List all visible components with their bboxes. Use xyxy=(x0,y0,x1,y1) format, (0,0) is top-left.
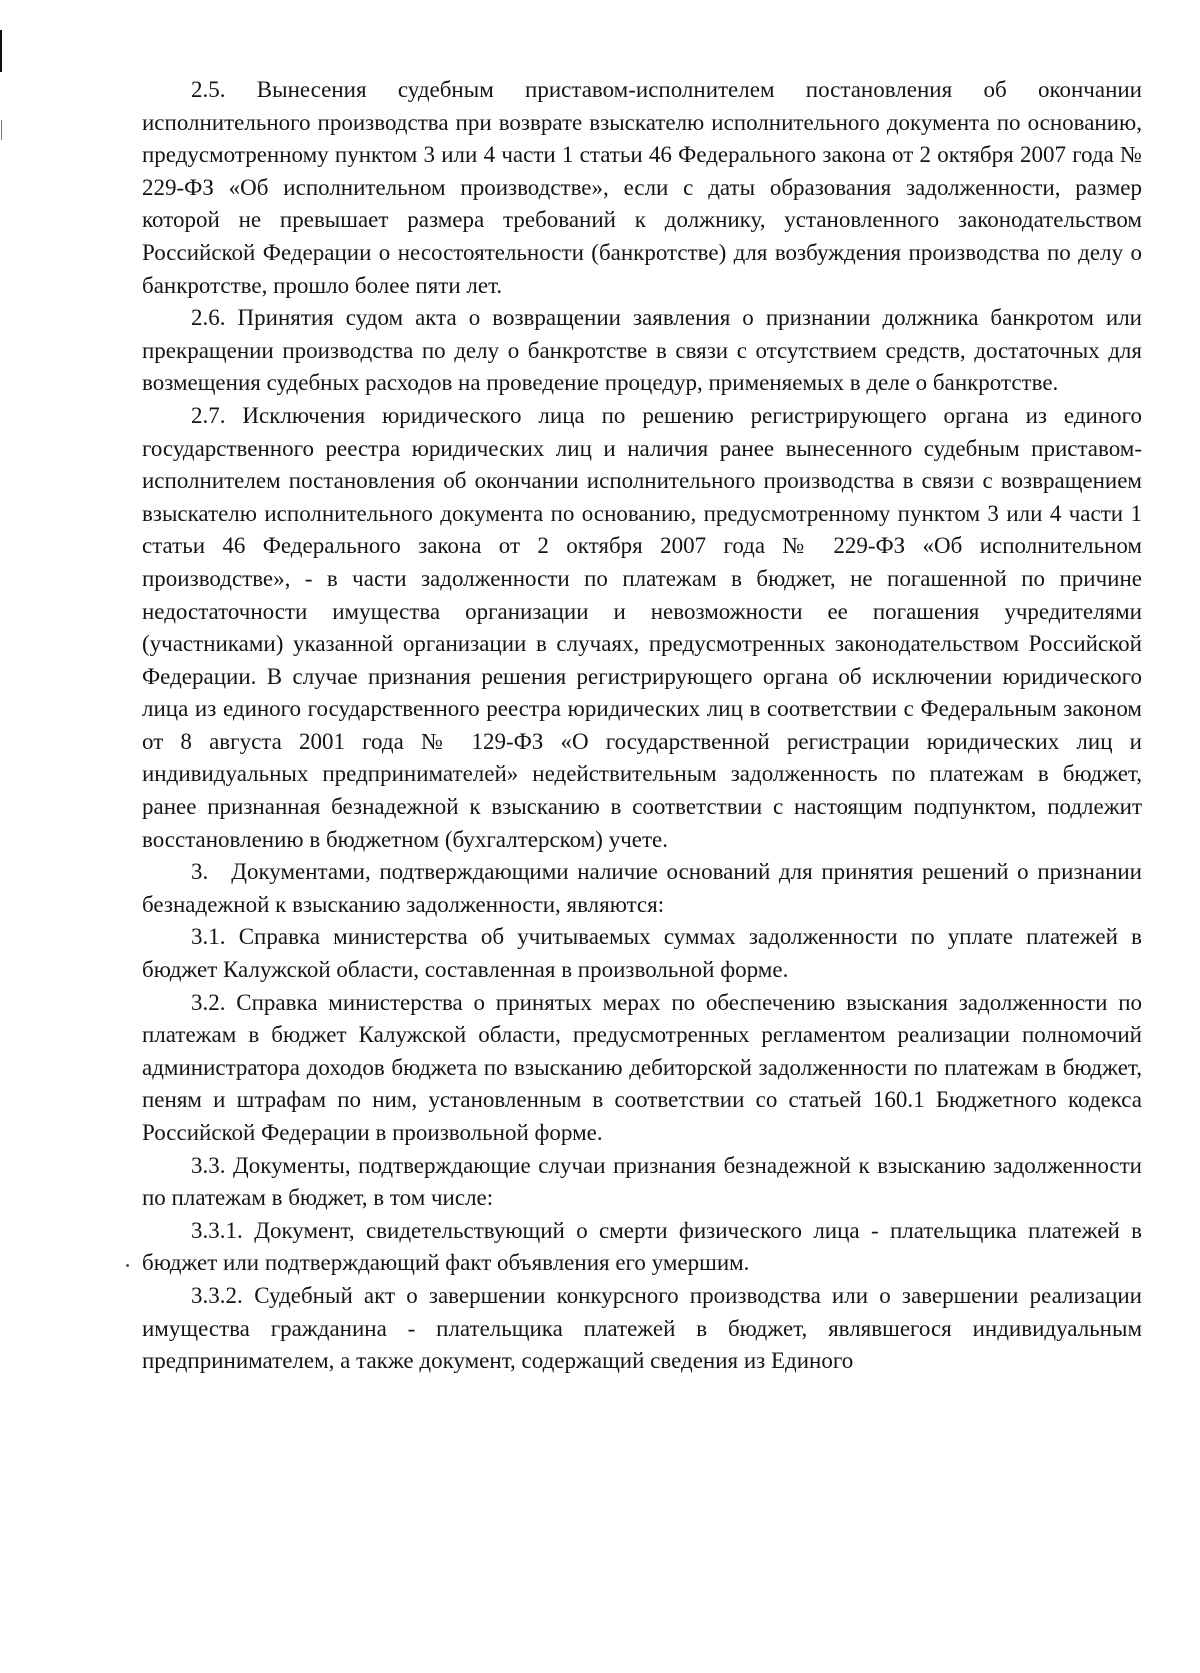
paragraph-2-5: 2.5. Вынесения судебным приставом-исполнителем постановления об окончании исполнительного производства при возврате взыскателю исполнительного документа по основанию, предусмотренному пунктом 3 или 4 части 1 статьи 46 Федерального закона от 2 октября 2007 года № 229-ФЗ «Об исполнительном производстве», если с даты образования задолженности, размер которой не превышает размера требований к должнику, установленного законодательством Российской Федерации о несостоятельности (банкротстве) для возбуждения производства по делу о банкротстве, прошло более пяти лет. xyxy=(142,77,1142,298)
paragraph-3-2: 3.2. Справка министерства о принятых мерах по обеспечению взыскания задолженности по платежам в бюджет Калужской области, предусмотренных регламентом реализации полномочий администратора доходов бюджета по взысканию дебиторской задолженности по платежам в бюджет, пеням и штрафам по ним, установленным в соответствии со статьей 160.1 Бюджетного кодекса Российской Федерации в произвольной форме. xyxy=(142,989,1142,1145)
paragraph-3: 3. Документами, подтверждающими наличие оснований для принятия решений о признании безнадежной к взысканию задолженности, являются: xyxy=(142,859,1142,917)
scan-artifact-dot xyxy=(126,1264,129,1267)
paragraph-3-3-1: 3.3.1. Документ, свидетельствующий о смерти физического лица - плательщика платежей в бюджет или подтверждающий факт объявления его умершим. xyxy=(142,1217,1142,1276)
paragraph-3-1: 3.1. Справка министерства об учитываемых суммах задолженности по уплате платежей в бюджет Калужской области, составленная в произвольной форме. xyxy=(142,924,1142,983)
paragraph-2-6: 2.6. Принятия судом акта о возвращении заявления о признании должника банкротом или прекращении производства по делу о банкротстве в связи с отсутствием средств, достаточных для возмещения судебных расходов на проведение процедур, применяемых в деле о банкротстве. xyxy=(142,305,1142,396)
scan-artifact-line xyxy=(1,120,2,140)
paragraph-3-3: 3.3. Документы, подтверждающие случаи признания безнадежной к взысканию задолженности по платежам в бюджет, в том числе: xyxy=(142,1152,1142,1211)
paragraph-2-7: 2.7. Исключения юридического лица по решению регистрирующего органа из единого государственного реестра юридических лиц и наличия ранее вынесенного судебным приставом-исполнителем постановления об окончании исполнительного производства в связи с возвращением взыскателю исполнительного документа по основанию, предусмотренному пунктом 3 или 4 части 1 статьи 46 Федерального закона от 2 октября 2007 года № 229-ФЗ «Об исполнительном производстве», - в части задолженности по платежам в бюджет, не погашенной по причине недостаточности имущества организации и невозможности ее погашения учредителями (участниками) указанной организации в случаях, предусмотренных законодательством Российской Федерации. В случае признания решения регистрирующего органа об исключении юридического лица из единого государственного реестра юридических лиц в соответствии с Федеральным законом от 8 августа 2001 года № 129-ФЗ «О государственной регистрации юридических лиц и индивидуальных предпринимателей» недействительным задолженность по платежам в бюджет, ранее признанная безнадежной к взысканию в соответствии с настоящим подпунктом, подлежит восстановлению в бюджетном (бухгалтерском) учете. xyxy=(142,402,1142,852)
paragraph-3-3-2: 3.3.2. Судебный акт о завершении конкурсного производства или о завершении реализации имущества гражданина - плательщика платежей в бюджет, являвшегося индивидуальным предпринимателем, а также документ, содержащий сведения из Единого xyxy=(142,1282,1142,1374)
document-body xyxy=(142,74,1142,1378)
scan-artifact-line xyxy=(0,30,2,72)
